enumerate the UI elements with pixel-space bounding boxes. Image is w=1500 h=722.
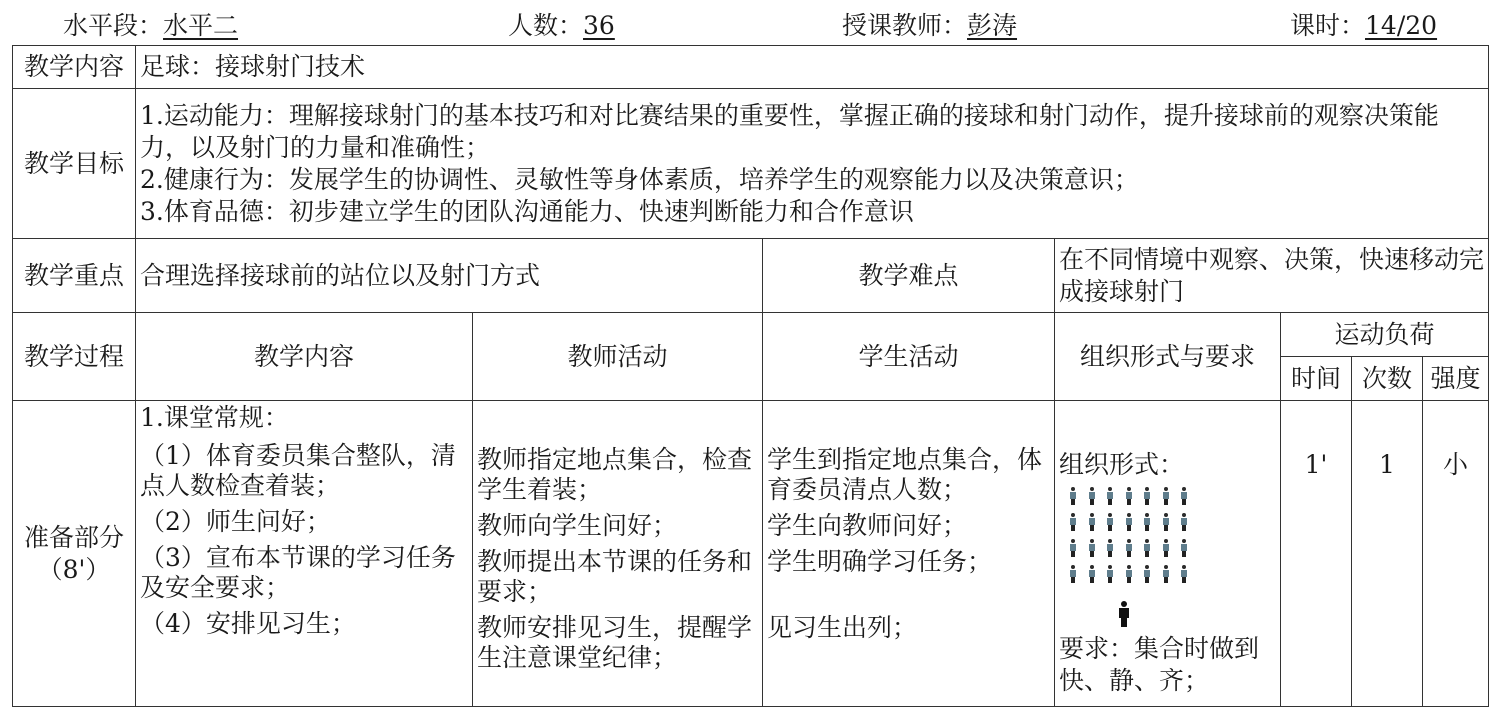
column-student: 学生活动	[763, 313, 1055, 401]
teacher-label: 授课教师：	[842, 11, 968, 40]
prep-student-item: 学生向教师问好；	[767, 511, 968, 540]
student-icon	[1125, 539, 1133, 557]
prep-duration: （8'）	[37, 554, 111, 584]
prep-organization	[1055, 401, 1281, 707]
student-icon	[1162, 513, 1170, 531]
period-value: 14/20	[1365, 11, 1438, 40]
organization-requirement: 要求：集合时做到快、静、齐；	[1059, 634, 1260, 695]
student-icon	[1143, 565, 1151, 583]
goal-item: 3.体育品德：初步建立学生的团队沟通能力、快速判断能力和合作意识	[140, 196, 914, 226]
student-icon	[1180, 539, 1188, 557]
goal-item: 1.运动能力：理解接球射门的基本技巧和对比赛结果的重要性，掌握正确的接球和射门动作，提升接球前的观察决策能力，以及射门的力量和准确性；	[140, 100, 1439, 162]
prep-content-item: 1.课堂常规：	[140, 403, 289, 432]
period-label: 课时：	[1290, 11, 1366, 40]
prep-label: 准备部分	[23, 522, 124, 552]
key-value: 合理选择接球前的站位以及射门方式	[136, 239, 763, 313]
student-icon	[1088, 565, 1096, 583]
column-content: 教学内容	[136, 313, 473, 401]
student-icon	[1143, 487, 1151, 505]
goals-label: 教学目标	[13, 89, 136, 239]
teacher-field	[842, 6, 1017, 42]
content-row	[13, 46, 1489, 89]
key-label: 教学重点	[13, 239, 136, 313]
formation-figure	[1059, 483, 1259, 633]
student-icon	[1106, 513, 1114, 531]
column-load: 运动负荷	[1281, 313, 1489, 357]
student-icon	[1125, 487, 1133, 505]
student-icon	[1069, 513, 1077, 531]
level-field	[63, 6, 238, 42]
student-icon	[1106, 565, 1114, 583]
prep-teacher-item: 教师指定地点集合，检查学生着装；	[477, 445, 753, 504]
prep-teacher-item: 教师向学生问好；	[477, 511, 678, 540]
prep-teacher-item: 教师提出本节课的任务和要求；	[477, 547, 753, 606]
count-field	[508, 6, 615, 42]
student-icon	[1106, 487, 1114, 505]
column-time: 时间	[1281, 357, 1352, 401]
prep-row	[13, 401, 1489, 707]
goal-item: 2.健康行为：发展学生的协调性、灵敏性等身体素质，培养学生的观察能力以及决策意识；	[140, 164, 1139, 194]
count-label: 人数：	[508, 11, 584, 40]
level-value: 水平二	[163, 11, 239, 40]
column-organization: 组织形式与要求	[1055, 313, 1281, 401]
key-row	[13, 239, 1489, 313]
prep-content-item: （3）宣布本节课的学习任务及安全要求；	[140, 543, 456, 602]
student-icon	[1069, 539, 1077, 557]
prep-intensity: 小	[1423, 401, 1489, 707]
content-value: 足球：接球射门技术	[136, 46, 1489, 89]
prep-student-item: 学生明确学习任务；	[767, 547, 993, 576]
prep-student-item: 学生到指定地点集合，体育委员清点人数；	[767, 445, 1043, 504]
goals-row	[13, 89, 1489, 239]
prep-teacher	[473, 401, 763, 707]
difficulty-label: 教学难点	[763, 239, 1055, 313]
prep-content-item: （2）师生问好；	[140, 507, 331, 536]
level-label: 水平段：	[63, 11, 164, 40]
prep-label-cell	[13, 401, 136, 707]
student-icon	[1088, 539, 1096, 557]
student-icon	[1180, 513, 1188, 531]
prep-teacher-item: 教师安排见习生，提醒学生注意课堂纪律；	[477, 613, 753, 672]
student-icon	[1162, 487, 1170, 505]
student-icon	[1106, 539, 1114, 557]
teacher-value: 彭涛	[967, 11, 1018, 40]
prep-student-item: 见习生出列；	[767, 613, 918, 642]
prep-content-item: （1）体育委员集合整队，清点人数检查着装；	[140, 441, 456, 500]
count-value: 36	[583, 11, 615, 40]
student-icon	[1069, 487, 1077, 505]
student-icon	[1143, 513, 1151, 531]
teacher-icon	[1117, 601, 1131, 627]
prep-content	[136, 401, 473, 707]
student-icon	[1143, 539, 1151, 557]
difficulty-value: 在不同情境中观察、决策，快速移动完成接球射门	[1055, 239, 1489, 313]
prep-student	[763, 401, 1055, 707]
student-icon	[1162, 539, 1170, 557]
student-icon	[1088, 487, 1096, 505]
process-label: 教学过程	[13, 313, 136, 401]
goals-list	[136, 89, 1489, 239]
content-label: 教学内容	[13, 46, 136, 89]
organization-label: 组织形式：	[1059, 450, 1185, 479]
prep-times: 1	[1352, 401, 1423, 707]
period-field	[1290, 6, 1437, 42]
student-icon	[1180, 565, 1188, 583]
student-icon	[1125, 513, 1133, 531]
process-header-row	[13, 313, 1489, 357]
student-icon	[1088, 513, 1096, 531]
column-intensity: 强度	[1423, 357, 1489, 401]
student-icon	[1162, 565, 1170, 583]
student-icon	[1069, 565, 1077, 583]
lesson-plan-table	[12, 45, 1489, 707]
column-times: 次数	[1352, 357, 1423, 401]
prep-time: 1'	[1281, 401, 1352, 707]
column-teacher: 教师活动	[473, 313, 763, 401]
student-icon	[1125, 565, 1133, 583]
prep-content-item: （4）安排见习生；	[140, 609, 356, 638]
student-icon	[1180, 487, 1188, 505]
